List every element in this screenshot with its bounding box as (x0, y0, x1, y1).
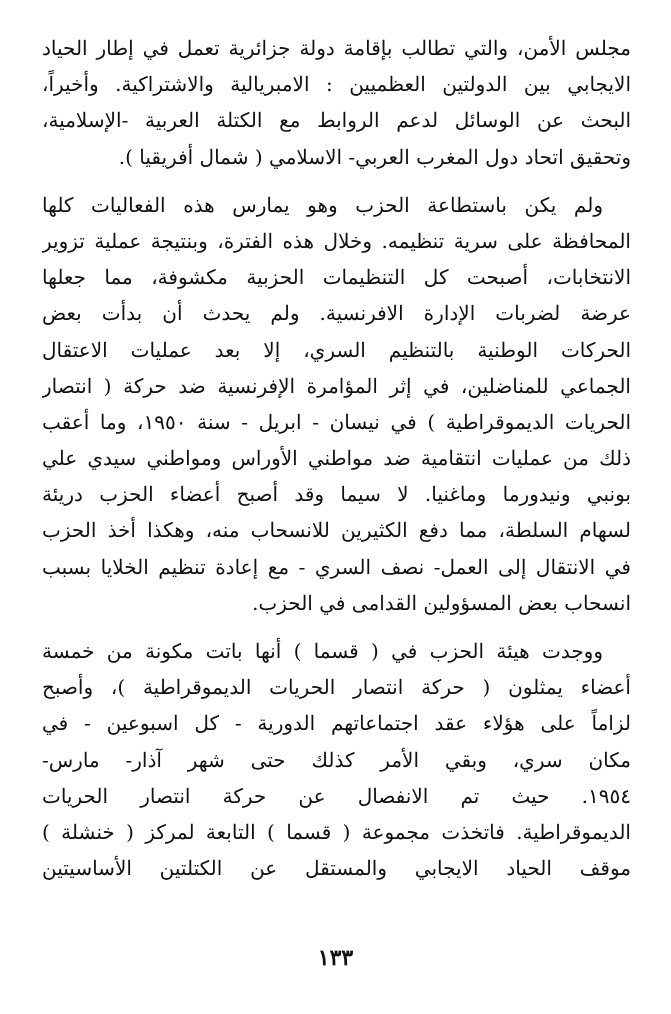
text-line: انسحاب بعض المسؤولين القدامى في الحزب. (252, 590, 631, 615)
text-line: الحريات الديموقراطية ) في نيسان - ابريل - سنة ١٩٥٠، وما أعقب (42, 409, 631, 434)
text-line: مجلس الأمن، والتي تطالب بإقامة دولة جزائرية تعمل في إطار الحياد (42, 36, 631, 60)
text-line: ووجدت هيئة الحزب في ( قسما ) أنها باتت مكونة من خمسة (42, 639, 603, 663)
text-line: عرضة لضربات الإدارة الافرنسية. ولم يحدث أن بدأت بعض (42, 301, 631, 326)
text-line: الايجابي بين الدولتين العظميين : الامبريالية والاشتراكية. وأخيراً، (42, 72, 631, 97)
text-line: الجماعي للمناضلين، في إثر المؤامرة الإفرنسية ضد حركة ( انتصار (42, 373, 631, 398)
paragraph-1 (42, 30, 631, 175)
text-line: مكان سري، وبقي الأمر كذلك حتى شهر آذار- مارس- (42, 747, 631, 772)
text-line: ١٩٥٤. حيث تم الانفصال عن حركة انتصار الحريات (42, 783, 631, 808)
text-line: ولم يكن باستطاعة الحزب وهو يمارس هذه الفعاليات كلها (42, 192, 603, 217)
paragraph-spacer (42, 175, 631, 187)
paragraph-2 (42, 187, 631, 621)
text-line: لزاماً على هؤلاء عقد اجتماعاتهم الدورية - كل اسبوعين - في (42, 711, 631, 736)
text-line: الديموقراطية. فاتخذت مجموعة ( قسما ) التابعة لمركز ( خنشلة ) (42, 819, 631, 844)
text-line: في الانتقال إلى العمل- نصف السري - مع إعادة تنظيم الخلايا بسبب (42, 554, 631, 579)
text-line: موقف الحياد الايجابي والمستقل عن الكتلتين الأساسيتين (42, 856, 631, 881)
text-line: البحث عن الوسائل لدعم الروابط مع الكتلة العربية -الإسلامية، (42, 108, 631, 133)
text-line: أعضاء يمثلون ( حركة انتصار الحريات الديموقراطية )، وأصبح (42, 675, 631, 700)
paragraph-3 (42, 633, 631, 886)
text-line: بونبي ونيدورما وماغنيا. لا سيما وقد أصبح أعضاء الحزب دريئة (42, 482, 631, 507)
page-number: ١٣٣ (317, 945, 354, 971)
text-line: وتحقيق اتحاد دول المغرب العربي- الاسلامي ( شمال أفريقيا ). (118, 144, 631, 169)
text-line: الانتخابات، أصبحت كل التنظيمات الحزبية مكشوفة، مما جعلها (42, 265, 631, 290)
text-line: لسهام السلطة، مما دفع الكثيرين للانسحاب منه، وهكذا أخذ الحزب (42, 518, 631, 543)
text-line: الحركات الوطنية بالتنظيم السري، إلا بعد عمليات الاعتقال (42, 337, 631, 362)
paragraph-spacer (42, 621, 631, 633)
page-body (42, 30, 631, 886)
text-line: ذلك من عمليات انتقامية ضد مواطني الأوراس ومواطني سيدي علي (42, 446, 631, 471)
text-line: المحافظة على سرية تنظيمه. وخلال هذه الفترة، وبنتيجة عملية تزوير (42, 228, 631, 253)
